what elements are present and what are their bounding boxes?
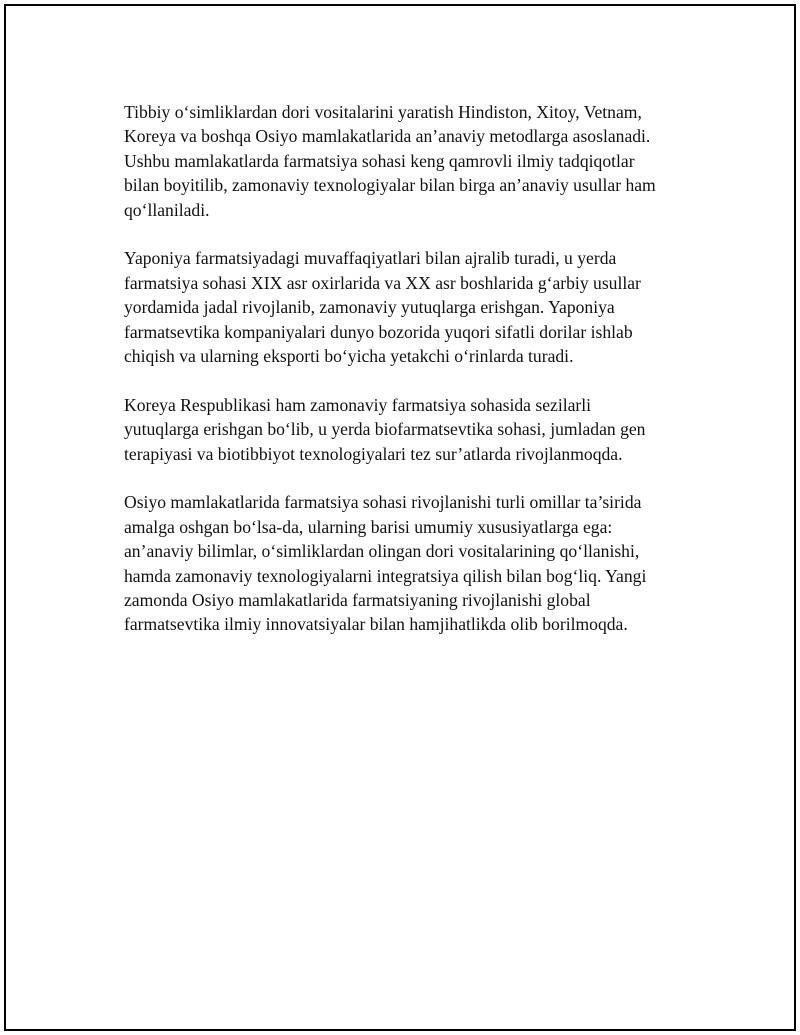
paragraph-2: Yaponiya farmatsiyadagi muvaffaqiyatlari bilan ajralib turadi, u yerda farmatsiya sohasi XIX asr oxirlarida va XX asr boshlarida g‘arbiy usullar yordamida jadal rivojlanib, zamonaviy yutuqlarga erishgan. Yaponiya farmatsevtika kompaniyalari dunyo bozorida yuqori sifatli dorilar ishlab chiqish va ularning eksporti bo‘yicha yetakchi o‘rinlarda turadi. — [124, 248, 641, 367]
page-frame — [4, 4, 796, 1031]
document-body — [124, 100, 704, 661]
paragraph-3: Koreya Respublikasi ham zamonaviy farmatsiya sohasida sezilarli yutuqlarga erishgan bo‘lib, u yerda biofarmatsevtika sohasi, jumladan gen terapiyasi va biotibbiyot texnologiyalari tez sur’atlarda rivojlanmoqda. — [124, 394, 646, 464]
paragraph-1: Tibbiy o‘simliklardan dori vositalarini yaratish Hindiston, Xitoy, Vetnam, Koreya va boshqa Osiyo mamlakatlarida an’anaviy metodlarga asoslanadi. Ushbu mamlakatlarda farmatsiya sohasi keng qamrovli ilmiy tadqiqotlar bilan boyitilib, zamonaviy texnologiyalar bilan birga an’anaviy usullar ham qo‘llaniladi. — [124, 102, 656, 220]
paragraph-4: Osiyo mamlakatlarida farmatsiya sohasi rivojlanishi turli omillar ta’sirida amalga oshgan bo‘lsa-da, ularning barisi umumiy xususiyatlarga ega: an’anaviy bilimlar, o‘simliklardan olingan dori vositalarining qo‘llanishi, hamda zamonaviy texnologiyalarni integratsiya qilish bilan bog‘liq. Yangi zamonda Osiyo mamlakatlarida farmatsiyaning rivojlanishi global farmatsevtika ilmiy innovatsiyalar bilan hamjihatlikda olib borilmoqda. — [124, 492, 647, 635]
